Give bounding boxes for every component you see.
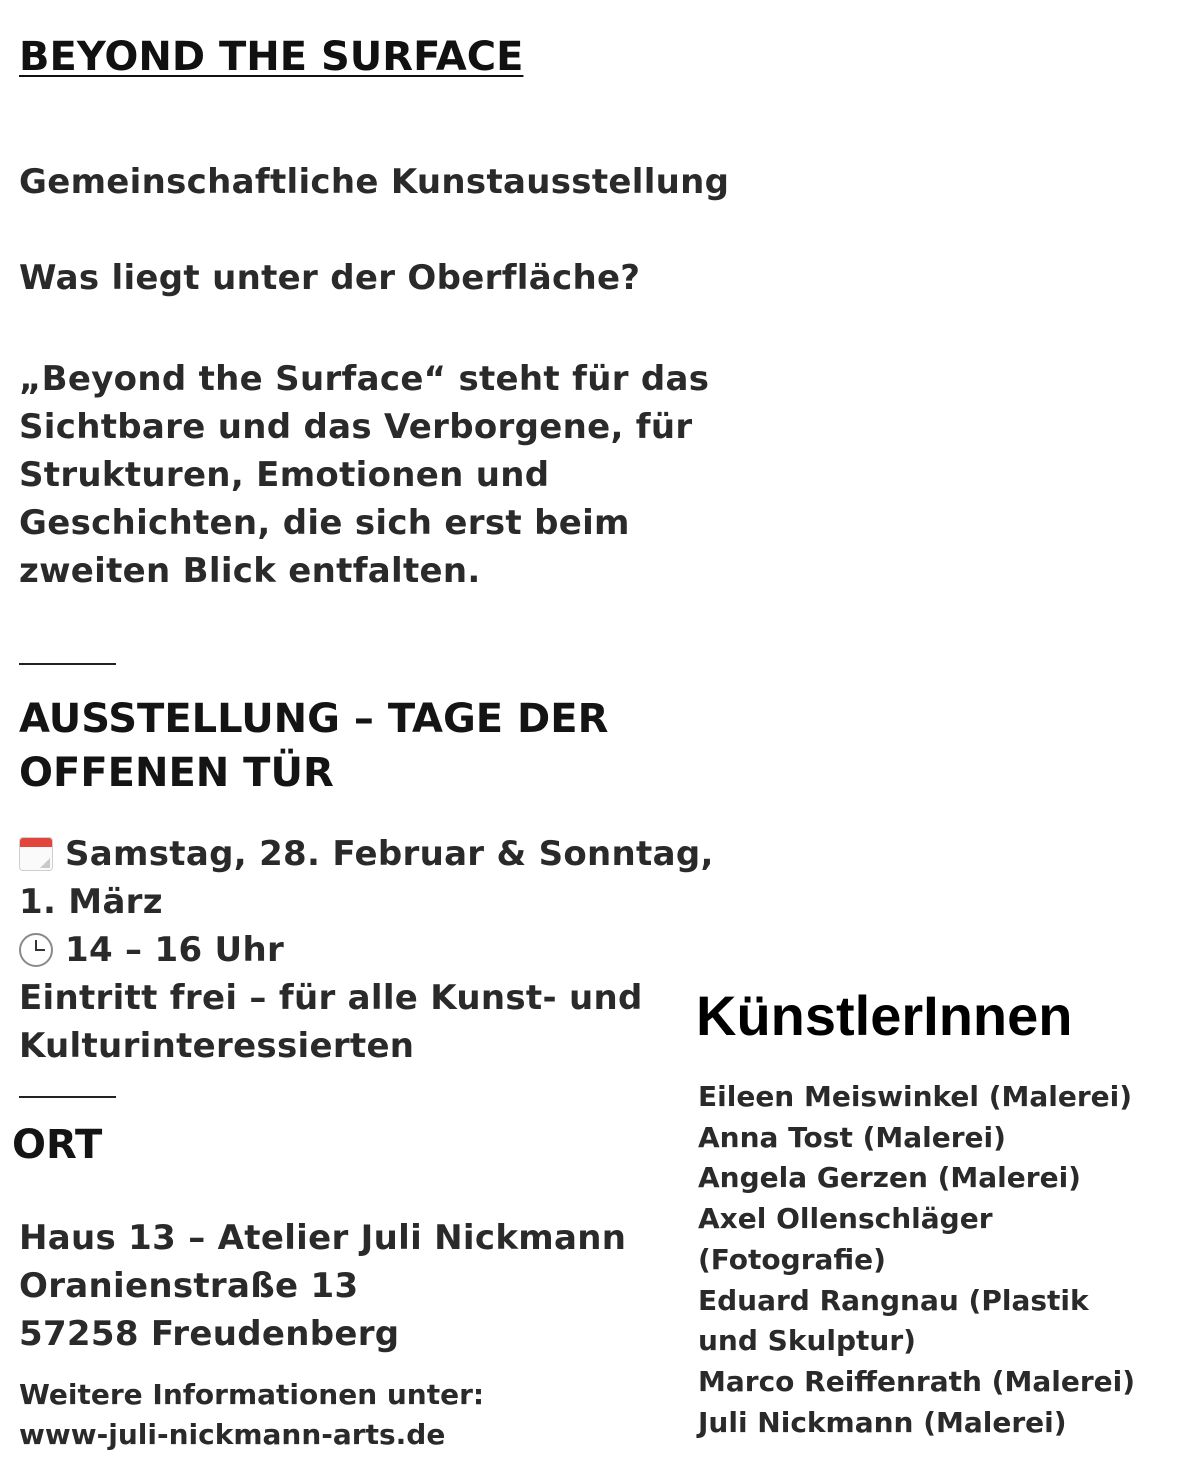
artist-line: Anna Tost (Malerei) — [698, 1120, 1006, 1154]
artist-line: (Fotografie) — [698, 1242, 886, 1276]
date-text: 1. März — [19, 882, 163, 922]
calendar-icon — [19, 837, 53, 871]
admission-row — [19, 974, 714, 1022]
exhibition-heading-line: OFFENEN TÜR — [19, 750, 334, 796]
website-link[interactable]: www-juli-nickmann-arts.de — [19, 1418, 446, 1451]
time-row — [19, 926, 714, 974]
admission-text: Eintritt frei – für alle Kunst- und — [19, 978, 643, 1018]
more-info-label: Weitere Informationen unter: — [19, 1378, 485, 1411]
subtitle: Gemeinschaftliche Kunstausstellung — [19, 162, 730, 202]
artist-line: Marco Reiffenrath (Malerei) — [698, 1364, 1136, 1398]
exhibition-heading — [19, 692, 608, 800]
date-text: Samstag, 28. Februar & Sonntag, — [65, 834, 714, 874]
description — [19, 355, 739, 595]
more-info — [19, 1375, 484, 1455]
divider — [19, 663, 116, 665]
admission-row-continued — [19, 1022, 714, 1070]
page-title: BEYOND THE SURFACE — [19, 34, 524, 80]
address-line: Oranienstraße 13 — [19, 1266, 359, 1306]
exhibition-heading-line: AUSSTELLUNG – TAGE DER — [19, 696, 609, 742]
artist-line: und Skulptur) — [698, 1324, 916, 1358]
artist-line: Axel Ollenschläger — [698, 1202, 993, 1236]
date-row-continued — [19, 878, 714, 926]
artists-list — [698, 1077, 1135, 1443]
location-heading: ORT — [12, 1122, 103, 1168]
description-line: Strukturen, Emotionen und — [19, 455, 550, 495]
address-line: Haus 13 – Atelier Juli Nickmann — [19, 1218, 627, 1258]
artists-heading: KünstlerInnen — [696, 984, 1073, 1047]
description-line: „Beyond the Surface“ steht für das — [19, 359, 710, 399]
artist-line: Eileen Meiswinkel (Malerei) — [698, 1080, 1133, 1113]
artist-line: Angela Gerzen (Malerei) — [698, 1161, 1081, 1195]
address — [19, 1214, 626, 1358]
artist-line: Juli Nickmann (Malerei) — [698, 1405, 1067, 1439]
address-line: 57258 Freudenberg — [19, 1314, 400, 1354]
admission-text: Kulturinteressierten — [19, 1026, 415, 1066]
exhibition-info — [19, 830, 714, 1070]
clock-icon — [19, 933, 53, 967]
divider — [19, 1096, 116, 1098]
description-line: zweiten Blick entfalten. — [19, 551, 481, 591]
description-line: Geschichten, die sich erst beim — [19, 503, 630, 543]
date-row — [19, 830, 714, 878]
time-text: 14 – 16 Uhr — [65, 930, 285, 970]
description-line: Sichtbare und das Verborgene, für — [19, 407, 693, 447]
artist-line: Eduard Rangnau (Plastik — [698, 1283, 1089, 1317]
question: Was liegt unter der Oberfläche? — [19, 258, 641, 298]
